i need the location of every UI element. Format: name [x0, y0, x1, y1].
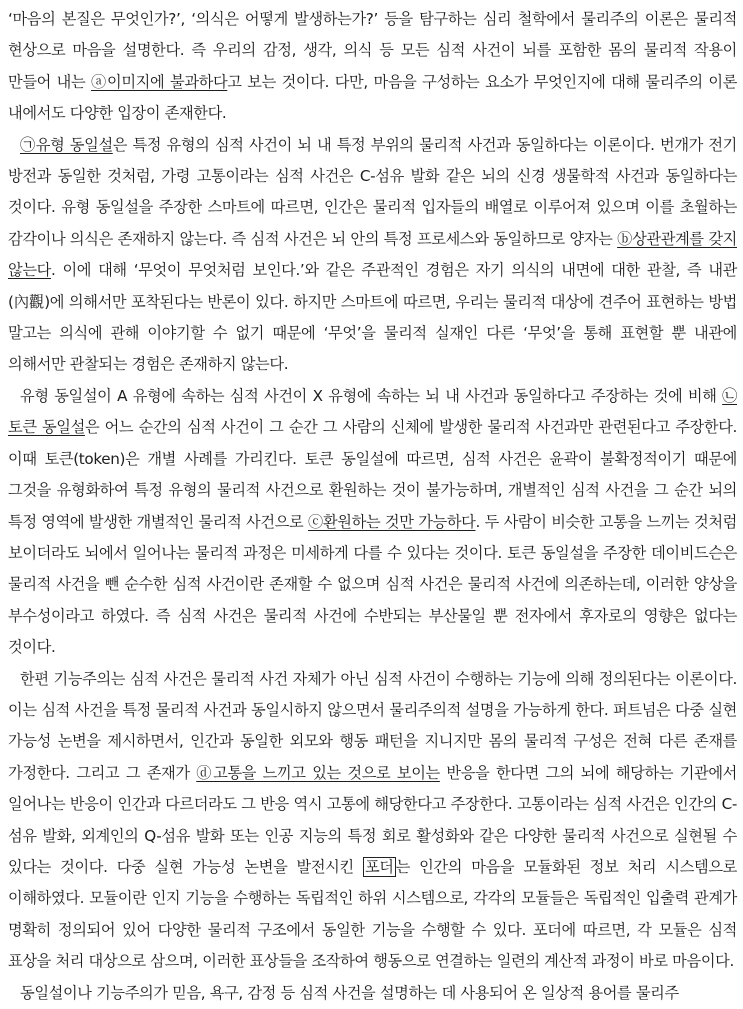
paragraph-type-identity	[8, 130, 737, 381]
text: 유형 동일설이 A 유형에 속하는 심적 사건이 X 유형에 속하는 뇌 내 사건과 동일하다고 주장하는 것에 비해	[20, 386, 723, 405]
underlined-b: ⓑ상관관계를 갖지 않는다	[8, 229, 737, 280]
underlined-type-identity-theory: ㉠유형 동일설	[20, 135, 113, 154]
text: . 두 사람이 비슷한 고통을 느끼는 것처럼 보이더라도 뇌에서 일어나는 물리적 과정은 미세하게 다를 수 있다는 것이다. 토큰 동일설을 주장한 데이비드슨은 물리적 사건을 뺀 순수한 심적 사건이란 존재할 수 없으며 심적 사건은 물리적 사건에 의존하는데, 이러한 양상을 부수성이라고 하였다. 즉 심적 사건은 물리적 사건에 수반되는 부산물일 뿐 전자에서 후자로의 영향은 없다는 것이다.	[8, 512, 737, 657]
underlined-c: ⓒ환원하는 것만 가능하다	[307, 512, 476, 531]
text: 는 인간의 마음을 모듈화된 정보 처리 시스템으로 이해하였다. 모듈이란 인지 기능을 수행하는 독립적인 하위 시스템으로, 각각의 모듈들은 독립적인 입출력 관계가 명확히 정의되어 있어 다양한 물리적 구조에서 동일한 기능을 수행할 수 있다. 포더에 따르면, 각 모듈은 심적 표상을 처리 대상으로 삼으며, 이러한 표상들을 조작하여 행동으로 연결하는 일련의 계산적 과정이 바로 마음이다.	[8, 857, 737, 971]
paragraph-conclusion	[8, 978, 737, 1009]
text: 동일설이나 기능주의가 믿음, 욕구, 감정 등 심적 사건을 설명하는 데 사용되어 온 일상적 용어를 물리주	[20, 983, 679, 1002]
text: ‘마음의 본질은 무엇인가?’, ‘의식은 어떻게 발생하는가?’ 등을 탐구하는 심리 철학에서 물리주의 이론은 물리적 현상으로 마음을 설명한다. 즉 우리의 감정, 생각, 의식 등 모든 심적 사건이 뇌를 포함한 몸의 물리적 작용이 만들어 내는	[8, 10, 737, 91]
underlined-d: ⓓ고통을 느끼고 있는 것으로 보이는	[196, 763, 440, 782]
text: 고 보는 것이다. 다만, 마음을 구성하는 요소가 무엇인지에 대해 물리주의 이론 내에서도 다양한 입장이 존재한다.	[8, 72, 738, 123]
text: 은 특정 유형의 심적 사건이 뇌 내 특정 부위의 물리적 사건과 동일하다는 이론이다. 번개가 전기 방전과 동일한 것처럼, 가령 고통이라는 심적 사건은 C-섬유 발화 같은 뇌의 신경 생물학적 사건과 동일하다는 것이다. 유형 동일설을 주장한 스마트에 따르면, 인간은 물리적 입자들의 배열로 이루어져 있으며 이를 초월하는 감각이나 의식은 존재하지 않는다. 즉 심적 사건은 뇌 안의 특정 프로세스와 동일하므로 양자는	[8, 135, 737, 248]
text: 한편 기능주의는 심적 사건은 물리적 사건 자체가 아닌 심적 사건이 수행하는 기능에 의해 정의된다는 이론이다. 이는 심적 사건을 특정 물리적 사건과 동일시하지 않으면서 물리주의적 설명을 가능하게 한다. 퍼트넘은 다중 실현 가능성 논변을 제시하면서, 인간과 동일한 외모와 행동 패턴을 지니지만 몸의 물리적 구성은 전혀 다른 존재를 가정한다. 그리고 그 존재가	[8, 669, 737, 782]
text: 반응을 한다면 그의 뇌에 해당하는 기관에서 일어나는 반응이 인간과 다르더라도 그 반응 역시 고통에 해당한다고 주장한다. 고통이라는 심적 사건은 인간의 C-섬유 발화, 외계인의 Q-섬유 발화 또는 인공 지능의 특정 회로 활성화와 같은 다양한 물리적 사건으로 실현될 수 있다는 것이다. 다중 실현 가능성 논변을 발전시킨	[8, 763, 737, 876]
underlined-a: ⓐ이미지에 불과하다	[90, 72, 228, 91]
boxed-fodor: 포더	[364, 857, 394, 876]
underlined-token-identity-theory: ㉡토큰 동일설	[8, 386, 737, 437]
paragraph-token-identity	[8, 381, 737, 664]
text: 은 어느 순간의 심적 사건이 그 순간 그 사람의 신체에 발생한 물리적 사건과만 관련된다고 주장한다. 이때 토큰(token)은 개별 사례를 가리킨다. 토큰 동일설에 따르면, 심적 사건은 윤곽이 불확정적이기 때문에 그것을 유형화하여 특정 유형의 물리적 사건으로 환원하는 것이 불가능하며, 개별적인 심적 사건을 그 순간 뇌의 특정 영역에 발생한 개별적인 물리적 사건으로	[8, 418, 737, 531]
text: . 이에 대해 ‘무엇이 무엇처럼 보인다.’와 같은 주관적인 경험은 자기 의식의 내면에 대한 관찰, 즉 내관(內觀)에 의해서만 포착된다는 반론이 있다. 하지만 스마트에 따르면, 우리는 물리적 대상에 견주어 표현하는 방법 말고는 의식에 관해 이야기할 수 없기 때문에 ‘무엇’을 물리적 실재인 다른 ‘무엇’을 통해 표현할 뿐 내관에 의해서만 관찰되는 경험은 존재하지 않는다.	[8, 261, 737, 374]
paragraph-functionalism	[8, 664, 737, 978]
paragraph-intro	[8, 4, 737, 130]
